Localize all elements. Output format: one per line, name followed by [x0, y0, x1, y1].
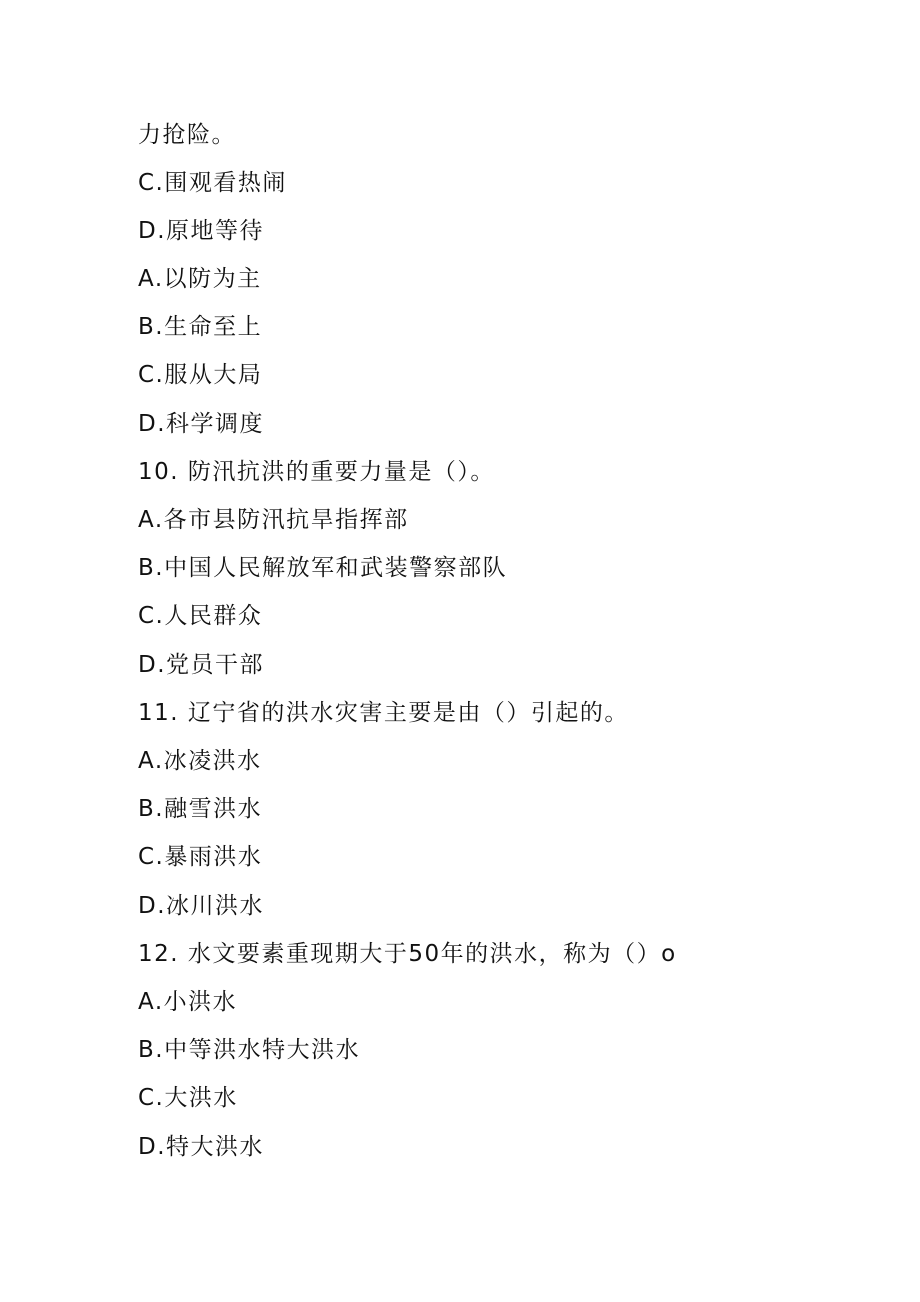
option-d: D.原地等待	[138, 218, 265, 244]
option-a: A.冰凌洪水	[138, 748, 262, 774]
text-line: 力抢险。	[138, 122, 236, 148]
option-b: B.中国人民解放军和武装警察部队	[138, 555, 508, 581]
option-c: C.人民群众	[138, 603, 263, 629]
option-c: C.大洪水	[138, 1085, 238, 1111]
question-12: 12. 水文要素重现期大于50年的洪水，称为（）o	[138, 941, 677, 967]
option-d: D.特大洪水	[138, 1134, 265, 1160]
option-a: A.以防为主	[138, 266, 262, 292]
option-d: D.冰川洪水	[138, 893, 265, 919]
option-d: D.党员干部	[138, 652, 265, 678]
option-c: C.围观看热闹	[138, 170, 287, 196]
option-b: B.中等洪水特大洪水	[138, 1037, 361, 1063]
option-a: A.小洪水	[138, 989, 238, 1015]
question-10: 10. 防汛抗洪的重要力量是（）。	[138, 459, 495, 485]
option-c: C.暴雨洪水	[138, 844, 263, 870]
option-b: B.融雪洪水	[138, 796, 263, 822]
option-c: C.服从大局	[138, 362, 263, 388]
option-b: B.生命至上	[138, 314, 263, 340]
option-a: A.各市县防汛抗旱指挥部	[138, 507, 409, 533]
question-11: 11. 辽宁省的洪水灾害主要是由（）引起的。	[138, 700, 629, 726]
option-d: D.科学调度	[138, 411, 265, 437]
